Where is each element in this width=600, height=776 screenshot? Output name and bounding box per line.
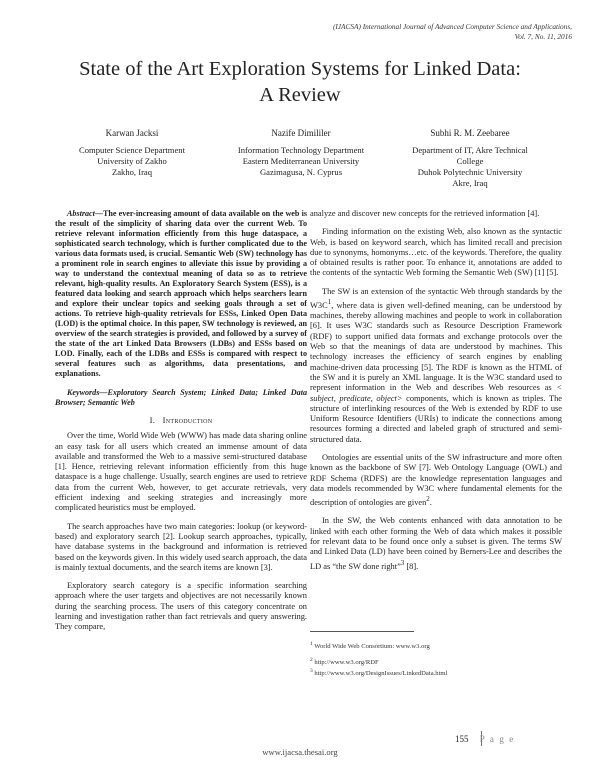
author-affiliation-line: Department of IT, Akre Technical — [412, 145, 528, 155]
footnote — [310, 656, 379, 667]
text-span: Ontologies are essential units of the SW infrastructure and more often known as the backbone of SW [7]. Web Ontology Language (OWL) and RDF Schema (RDFS) are the knowledge representation languages and data models recommended by W3C where fundamental elements for the description of ontologies are given — [310, 453, 562, 508]
page-indicator — [455, 734, 515, 744]
page-divider — [481, 731, 482, 746]
footnote-divider — [310, 631, 414, 632]
footnote-text[interactable]: World Wide Web Consortium: www.w3.org — [312, 643, 430, 651]
author-name: Subhi R. M. Zeebaree — [430, 128, 510, 138]
text-span: , where data is given well-defined meaning, can be understood by machines, thereby allowing machines and people to work in collaboration [6]. It uses W3C standards such as Resource Description Framework (RDF) to support unified data formats and exchange protocols over the Web so that the meanings of data are understood by machines. This technology increases the efficiency of search engines by enabling machine-driven data processing [5]. The RDF is known as the HTML of the SW and it is purely an XML language. It is the W3C standard used to represent information in the Web and describes Web resources as — [310, 300, 562, 393]
footnote-number: 1 — [310, 641, 313, 647]
journal-header — [212, 22, 572, 42]
author-affiliation-line: Zakho, Iraq — [111, 167, 153, 177]
journal-website[interactable]: www.ijacsa.thesai.org — [262, 747, 338, 757]
title-line-2: A Review — [259, 84, 341, 106]
keywords-label: Keywords— — [67, 388, 108, 397]
paragraph: Exploratory search category is a specific information searching approach where the user targets and objectives are not necessarily known during the searching process. The users of this category concentrate on learning and investigation rather than fact retrievals and query answering. They compare, — [55, 581, 307, 632]
footnote-ref[interactable]: 3 — [400, 558, 405, 567]
triple-notation: < subject, predicate, object> — [310, 383, 562, 403]
footnote-number: 3 — [310, 668, 313, 674]
author-name: Karwan Jacksi — [105, 128, 159, 138]
section-number: I. — [149, 415, 156, 425]
section-heading — [55, 415, 307, 425]
footnote-ref[interactable]: 2 — [426, 495, 430, 504]
footnote — [310, 640, 430, 651]
footnote-text[interactable]: http://www.w3.org/RDF — [312, 659, 379, 667]
author-affiliation-line: University of Zakho — [97, 156, 167, 166]
author-affiliation-line: Information Technology Department — [237, 145, 365, 155]
text-span: In the SW, the Web contents enhanced with data annotation to be linked with each other forming the Web of data which makes it possible for relevant data to be found once only a subset is given. The terms SW and Linked Data (LD) have been coined by Berners-Lee and describes the LD as “the SW done right” — [310, 516, 562, 571]
footnote-number: 2 — [310, 657, 313, 663]
page-number: 155 — [455, 734, 469, 744]
paper-title — [0, 56, 600, 108]
journal-name: (IJACSA) International Journal of Advanced Computer Science and Applications, — [332, 22, 572, 31]
right-column — [310, 209, 562, 580]
author-affiliation-line: Duhok Polytechnic University — [417, 167, 523, 177]
keywords-text: Exploratory Search System; Linked Data; Linked Data Browser; Semantic Web — [55, 388, 307, 407]
author-2 — [206, 128, 396, 178]
paragraph: Over the time, World Wide Web (WWW) has made data sharing online an easy task for all users which created an immense amount of data available and transformed the Web to a massive semi-structured database [1]. Hence, retrieving relevant information efficiently from this huge dataspace is a huge challenge. Usually, search engines are used to retrieve data from the current Web, however, to get accurate retrievals, very efficient indexing and seeking strategies and increasingly more complicated heuristics must be employed. — [55, 431, 307, 513]
author-3 — [375, 128, 565, 189]
footnote — [310, 667, 447, 678]
text-span: The SW is an extension of the syntactic Web through standards by the W3C — [310, 286, 562, 310]
author-affiliation-line: Gazimagusa, N. Cyprus — [259, 167, 343, 177]
footnote-text[interactable]: http://www.w3.org/DesignIssues/LinkedData.html — [312, 670, 448, 678]
paragraph — [310, 516, 562, 571]
section-title: Introduction — [162, 415, 213, 425]
journal-volume: Vol. 7, No. 11, 2016 — [514, 32, 572, 41]
abstract — [55, 209, 307, 379]
paragraph: Finding information on the existing Web, also known as the syntactic Web, is based on keyword search, which has limited recall and precision due to synonyms, homonyms…etc. of the keywords. Therefore, the quality of obtained results is rather poor. To enhance it, annotations are added to the contents of the syntactic Web forming the Semantic Web (SW) [1] [5]. — [310, 227, 562, 278]
paragraph: The search approaches have two main categories: lookup (or keyword-based) and exploratory search [2]. Lookup search approaches, typically, have database systems in the background and information is retrieved based on the keywords given. In this widely used search approach, the data is mainly textual documents, and the search items are known [3]. — [55, 521, 307, 572]
author-affiliation-line: Akre, Iraq — [452, 178, 488, 188]
left-column — [55, 209, 307, 641]
paragraph: Ontologies are essential units of the SW infrastructure and more often known as the backbone of SW [7]. Web Ontology Language (OWL) and RDF Schema (RDFS) are the knowledge representation languages and data models recommended by W3C where fundamental elements for the description of ontologies are given$^2$. — [310, 453, 562, 508]
text-span: components, which is known as triples. The structure of interlinking resources of the Web is extended by RDF to use Uniform Resource Identifiers (URIs) to indicate the connections among resources forming a directed and labeled graph of structured and semi-structured data. — [310, 393, 562, 444]
abstract-label: Abstract— — [67, 209, 103, 218]
abstract-text: The ever-increasing amount of data available on the web is the result of the simplicity of sharing data over the current Web. To retrieve relevant information efficiently from this huge dataspace, a sophisticated search technology, which is further complicated due to the various data formats used, is crucial. Semantic Web (SW) technology has a prominent role in search engines to alleviate this issue by providing a way to understand the contextual meaning of data so as to retrieve relevant, high-quality results. An Exploratory Search System (ESS), is a featured data looking and search approach which helps searchers learn and explore their unclear topics and seeking goals through a set of actions. To retrieve high-quality retrievals for ESSs, Linked Open Data (LOD) is the optimal choice. In this paper, SW technology is reviewed, an overview of the search strategies is provided, and followed by a survey of the state of the art Linked Data Browsers (LDBs) and ESSs based on LOD. Finally, each of the LDBs and ESSs is compared with respect to several features such as algorithms, data presentations, and explanations. — [55, 209, 307, 378]
author-affiliation-line: Eastern Mediterranean University — [242, 156, 360, 166]
title-line-1: State of the Art Exploration Systems for Linked Data: — [79, 58, 521, 80]
paragraph-sw-extension — [310, 287, 562, 445]
page-label: P a g e — [479, 734, 515, 744]
author-affiliation-line: College — [456, 156, 484, 166]
paragraph: analyze and discover new concepts for the retrieved information [4]. — [310, 209, 540, 218]
text-span: [8]. — [404, 561, 419, 571]
footnote-ref[interactable]: 1 — [327, 298, 332, 307]
author-1 — [37, 128, 227, 178]
author-name: Nazife Dimililer — [271, 128, 331, 138]
keywords — [55, 388, 307, 408]
author-affiliation-line: Computer Science Department — [79, 145, 185, 155]
